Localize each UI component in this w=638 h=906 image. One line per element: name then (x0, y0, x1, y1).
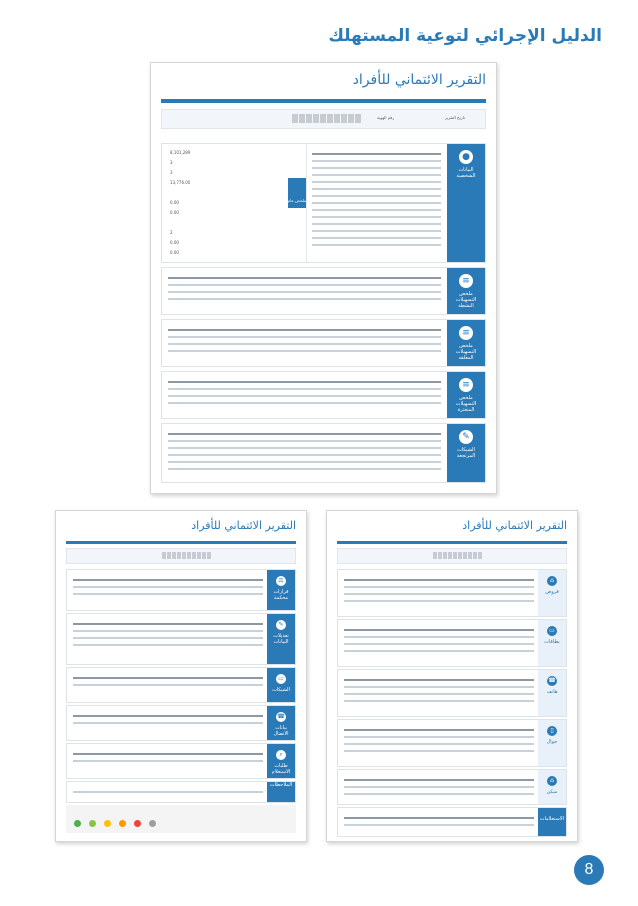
section-returned-cheques: ✎ الشيكات المرتجعة (161, 423, 486, 483)
phone-icon: ☎ (277, 713, 285, 720)
legend-dot (89, 820, 96, 827)
summary-value: 0.00 (170, 250, 179, 255)
summary-value: 0.00 (170, 240, 179, 245)
summary-value: 0.00 (170, 200, 179, 205)
summary-tab: ملخص عام (288, 178, 306, 208)
section-inquiries: الاستعلامات (337, 807, 567, 837)
section-court-decisions: ⚖ قرارات محكمة (66, 569, 296, 611)
report-title: التقرير الائتماني للأفراد (462, 519, 567, 532)
page-number: 8 (574, 855, 604, 885)
guide-title: الدليل الإجرائي لتوعية المستهلك (328, 26, 602, 46)
list-icon: ≡ (459, 326, 473, 340)
summary-value: 3 (170, 160, 173, 165)
general-summary (166, 144, 307, 262)
list-icon: ≡ (459, 274, 473, 288)
status-legend (66, 805, 296, 833)
facility-card-phone: ☎ هاتف (337, 669, 567, 717)
section-contact-data: ☎ بيانات الاتصال (66, 705, 296, 741)
facility-card-cards: ▭ بطاقات (337, 619, 567, 667)
section-tab-personal: ● البيانات الشخصية (447, 144, 485, 262)
section-cheques: ▭ الشيكات (66, 667, 296, 703)
report-title: التقرير الائتماني للأفراد (352, 72, 486, 88)
section-defaulted-facilities: ≡ ملخص التسهيلات المتعثرة (161, 371, 486, 419)
list-icon: ≡ (459, 378, 473, 392)
edit-icon: ✎ (276, 620, 286, 630)
report-title: التقرير الائتماني للأفراد (191, 519, 296, 532)
person-icon: ● (459, 150, 473, 164)
report-meta-strip (161, 109, 486, 129)
gavel-icon: ⚖ (276, 576, 286, 586)
legend-dot (74, 820, 81, 827)
section-inquiries: ⌕ طلبات الاستعلام (66, 743, 296, 779)
section-personal-data (161, 143, 486, 263)
section-notes: الملاحظات (66, 781, 296, 803)
legend-dot (134, 820, 141, 827)
facility-card-loan: ⌂ قروض (337, 569, 567, 617)
bank-icon: ⌂ (547, 576, 557, 586)
legend-dot (149, 820, 156, 827)
report-date-label: تاريخ التقرير (444, 115, 465, 120)
legend-dot (104, 820, 111, 827)
home-icon: ⌂ (547, 776, 557, 786)
summary-value: 0.00 (170, 210, 179, 215)
cheque-icon: ✎ (459, 430, 473, 444)
phone-icon: ☎ (548, 677, 556, 684)
credit-report-left (55, 510, 307, 842)
id-label: رقم الهوية (377, 115, 395, 120)
summary-value: 3 (170, 170, 173, 175)
cheque-icon: ▭ (276, 674, 286, 684)
section-active-facilities: ≡ ملخص التسهيلات النشطة (161, 267, 486, 315)
facility-card-mobile: ▯ جوال (337, 719, 567, 767)
mobile-icon: ▯ (547, 726, 557, 736)
summary-value: 8,101,289 (170, 150, 191, 155)
section-data-changes: ✎ تعديلات البيانات (66, 613, 296, 665)
facility-card-housing: ⌂ سكن (337, 769, 567, 805)
summary-value: 2 (170, 230, 173, 235)
summary-value: 13,776.00 (170, 180, 191, 185)
card-icon: ▭ (547, 626, 557, 636)
credit-report-right (326, 510, 578, 842)
id-number-cells (292, 114, 361, 123)
legend-dot (119, 820, 126, 827)
section-closed-facilities: ≡ ملخص التسهيلات المغلقة (161, 319, 486, 367)
search-icon: ⌕ (276, 750, 286, 760)
credit-report-main (150, 62, 497, 494)
header-divider (161, 99, 486, 103)
